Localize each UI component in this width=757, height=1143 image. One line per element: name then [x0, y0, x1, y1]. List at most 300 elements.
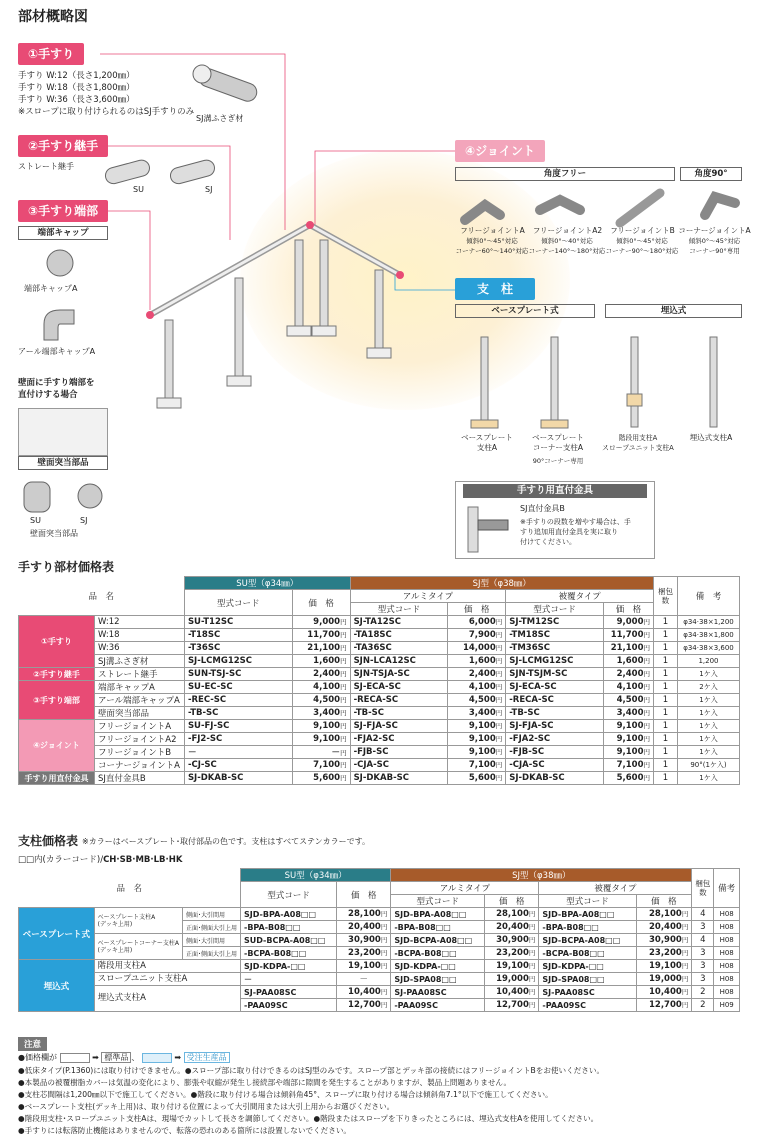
cov-price: [604, 720, 654, 733]
item-name: 埋込式支柱A: [94, 986, 240, 1012]
su-code: -PAA09SC: [241, 999, 337, 1012]
table-row: [19, 934, 740, 947]
alu-price: [448, 681, 506, 694]
su-code: －: [184, 746, 292, 759]
table-row: [19, 908, 740, 921]
alu-price-yen: 円: [495, 670, 503, 678]
pack-count: 3: [692, 947, 714, 960]
th-note: 備 考: [677, 577, 739, 616]
note-1: ●低床タイプ(P.1360)には取り付けできません。●スロープ部に取り付けできるのはSJ型のみです。スロープ部とデッキ部の接続にはフリージョイントBをお使いください。: [18, 1066, 605, 1075]
cov-price: [636, 908, 692, 921]
alu-price-value: 6,000: [468, 617, 496, 627]
legend-line: ●価格欄が ➡ 標準品 、 ➡ 受注生産品: [18, 1052, 230, 1064]
cov-price: [604, 707, 654, 720]
cov-price-value: 12,700: [649, 1000, 682, 1010]
su-price-yen: 円: [340, 644, 347, 652]
alu-price-yen: 円: [495, 657, 503, 665]
note-cell: 1ケ入: [677, 746, 739, 759]
note-cell: 1ケ入: [677, 668, 739, 681]
alu-code: SJ-TA12SC: [350, 616, 448, 629]
cov-price-yen: 円: [643, 644, 650, 652]
table-row: [19, 681, 740, 694]
alu-price-value: 1,600: [468, 656, 496, 666]
note-cell: φ34·38×1,200: [677, 616, 739, 629]
cov-price-value: 9,100: [616, 721, 644, 731]
pack-count: 1: [654, 655, 678, 668]
su-price-value: 28,100: [348, 909, 381, 919]
alu-code: -FJB-SC: [350, 746, 448, 759]
alu-price: [448, 694, 506, 707]
alu-price-yen: 円: [528, 910, 536, 918]
alu-price: [448, 759, 506, 772]
alu-price-yen: 円: [528, 975, 536, 983]
th-pack: 梱包 数: [654, 577, 678, 616]
alu-price-value: 19,100: [496, 961, 529, 971]
cov-price-value: 28,100: [649, 909, 682, 919]
su-price: [337, 960, 391, 973]
su-price: [292, 772, 350, 785]
su-code: SU-T12SC: [184, 616, 292, 629]
su-code: -FJ2-SC: [184, 733, 292, 746]
alu-price: [485, 908, 539, 921]
su-price: [292, 616, 350, 629]
cov-price-value: 3,400: [616, 708, 644, 718]
bracket-name: SJ直付金具B: [520, 504, 565, 513]
cov-price-value: 19,100: [649, 961, 682, 971]
cov-price: [636, 960, 692, 973]
t2-th-su-code: 型式コード: [241, 882, 337, 908]
su-code: SU-EC-SC: [184, 681, 292, 694]
category-cell: 手すり用直付金具: [19, 772, 95, 785]
table-row: [19, 616, 740, 629]
su-price-yen: 円: [340, 774, 347, 782]
alu-price-yen: 円: [528, 936, 536, 944]
th-su: SU型（φ34㎜）: [184, 577, 350, 590]
su-code: -BCPA-B08□□: [241, 947, 337, 960]
note-cell: H08: [714, 973, 740, 986]
pack-count: 3: [692, 973, 714, 986]
category-cell: 埋込式: [19, 960, 95, 1012]
th-cov-code: 型式コード: [506, 603, 604, 616]
alu-code: -FJA2-SC: [350, 733, 448, 746]
note-cell: H08: [714, 934, 740, 947]
alu-code: SJ-PAA08SC: [391, 986, 485, 999]
cov-price-yen: 円: [643, 709, 650, 717]
cov-price: [604, 681, 654, 694]
alu-price: [448, 720, 506, 733]
su-price-value: 11,700: [307, 630, 341, 640]
th-cov: 被覆タイプ: [506, 590, 654, 603]
su-price-yen: 円: [340, 709, 347, 717]
t2-th-alu-price: 価 格: [485, 895, 539, 908]
su-price: [337, 921, 391, 934]
alu-price: [485, 999, 539, 1012]
th-alu-price: 価 格: [448, 603, 506, 616]
alu-price: [448, 616, 506, 629]
su-price: [292, 668, 350, 681]
alu-price: [448, 746, 506, 759]
pack-count: 3: [692, 921, 714, 934]
post-baseplate-a: ベースプレート 支柱A: [461, 433, 513, 452]
th-alu-code: 型式コード: [350, 603, 448, 616]
label-post: 支 柱: [455, 278, 535, 300]
item-name: SJ溝ふさぎ材: [94, 655, 184, 668]
cov-price-value: 9,100: [616, 734, 644, 744]
cov-code: -FJB-SC: [506, 746, 604, 759]
su-price: [337, 908, 391, 921]
cov-code: -PAA09SC: [539, 999, 636, 1012]
t2-th-alu: アルミタイプ: [391, 882, 539, 895]
pack-count: 1: [654, 629, 678, 642]
su-code: SJD-BPA-A08□□: [241, 908, 337, 921]
cov-price-value: 20,400: [649, 922, 682, 932]
alu-price-value: 5,600: [468, 773, 496, 783]
cov-price-value: 5,600: [616, 773, 644, 783]
su-price-value: 10,400: [348, 987, 381, 997]
su-price: [337, 999, 391, 1012]
label-joint-handrail: ②手すり継手: [18, 135, 108, 157]
su-code: -TB-SC: [184, 707, 292, 720]
baseplate-box: ベースプレート式: [455, 304, 595, 318]
bracket-note: ※手すりの段数を増やす場合は、手 すり追加用直付金具を実に取り 付けてください。: [520, 518, 631, 546]
category-cell: ④ジョイント: [19, 720, 95, 772]
cov-price-yen: 円: [643, 722, 650, 730]
cov-price-value: 10,400: [649, 987, 682, 997]
su-price-value: 9,100: [313, 734, 341, 744]
cov-price: [636, 999, 692, 1012]
item-sub: 正面･側面大引上用: [182, 947, 240, 960]
su-price-yen: 円: [340, 683, 347, 691]
color-codes: CH·SB·MB·LB·HK: [103, 855, 183, 865]
su-price-value: 2,400: [313, 669, 341, 679]
legend-std: 標準品: [101, 1052, 131, 1063]
cov-price: [604, 733, 654, 746]
cov-price: [604, 746, 654, 759]
note-cell: H08: [714, 908, 740, 921]
su-price-value: 9,100: [313, 721, 341, 731]
su-code: -BPA-B08□□: [241, 921, 337, 934]
t2-th-su: SU型（φ34㎜）: [241, 869, 391, 882]
su-price: [292, 655, 350, 668]
color-code-line: [18, 853, 182, 865]
alu-price-value: 19,000: [496, 974, 529, 984]
su-price: [292, 642, 350, 655]
su-code: -T36SC: [184, 642, 292, 655]
pack-count: 1: [654, 759, 678, 772]
alu-price-value: 2,400: [468, 669, 496, 679]
cov-code: -CJA-SC: [506, 759, 604, 772]
su-price-value: 9,000: [313, 617, 341, 627]
pack-count: 1: [654, 642, 678, 655]
arc-end-cap-label: アール端部キャップA: [18, 347, 96, 356]
su-price-yen: 円: [340, 618, 347, 626]
note-cell: H08: [714, 960, 740, 973]
pack-count: 1: [654, 707, 678, 720]
table-row: [19, 668, 740, 681]
alu-price-value: 20,400: [496, 922, 529, 932]
table2-title: 支柱価格表: [18, 834, 79, 848]
su-code: SU-FJ-SC: [184, 720, 292, 733]
pack-count: 1: [654, 681, 678, 694]
alu-price-value: 9,100: [468, 734, 496, 744]
cov-code: SJD-SPA08□□: [539, 973, 636, 986]
legend-made: 受注生産品: [184, 1052, 230, 1063]
item-name: W:36: [94, 642, 184, 655]
cov-code: -TB-SC: [506, 707, 604, 720]
category-cell: ベースプレート式: [19, 908, 95, 960]
embed-box: 埋込式: [605, 304, 742, 318]
alu-price-yen: 円: [495, 631, 503, 639]
joint-images: [455, 185, 750, 230]
note-cell: 90°(1ケ入): [677, 759, 739, 772]
note-cell: 1ケ入: [677, 694, 739, 707]
su-price: [292, 707, 350, 720]
note-cell: H08: [714, 986, 740, 999]
note-cell: 1ケ入: [677, 772, 739, 785]
su-price: [337, 986, 391, 999]
table-row: [19, 655, 740, 668]
alu-code: -PAA09SC: [391, 999, 485, 1012]
cov-price: [636, 921, 692, 934]
cov-price-value: 30,900: [649, 935, 682, 945]
note-2: ●本製品の被覆樹脂カバーは気温の変化により、膨張や収縮が発生し接続部や端部に隙間を発生することがありますが、製品上問題ありません。: [18, 1078, 512, 1087]
pack-count: 1: [654, 733, 678, 746]
su-code: SJ-PAA08SC: [241, 986, 337, 999]
su-price-yen: 円: [380, 962, 388, 970]
label-end: ③手すり端部: [18, 200, 108, 222]
end-cap-a-label: 端部キャップA: [24, 284, 78, 293]
su-code: SJ-DKAB-SC: [184, 772, 292, 785]
joint-a2-name: フリージョイントA2: [532, 226, 603, 235]
alu-price-value: 28,100: [496, 909, 529, 919]
railing-illustration: [130, 210, 430, 420]
alu-code: SJ-FJA-SC: [350, 720, 448, 733]
su-price-value: 21,100: [307, 643, 341, 653]
item-name: 壁面突当部品: [94, 707, 184, 720]
cov-code: -TM18SC: [506, 629, 604, 642]
su-price-value: －: [331, 748, 341, 758]
item-name: 端部キャップA: [94, 681, 184, 694]
label-handrail: ①手すり: [18, 43, 84, 65]
angle-90-box: 角度90°: [680, 167, 742, 181]
cov-code: SJ-LCMG12SC: [506, 655, 604, 668]
alu-price: [485, 934, 539, 947]
item-name: W:12: [94, 616, 184, 629]
bracket-image: [460, 502, 515, 554]
note-cell: H08: [714, 921, 740, 934]
su-price: [292, 629, 350, 642]
legend-box-std: [60, 1053, 90, 1063]
t2-th-note: 備考: [714, 869, 740, 908]
note-cell: 2ケ入: [677, 681, 739, 694]
note-3: ●支柱芯間隔は1,200㎜以下で施工してください。●階段に取り付ける場合は傾斜角45°、スロープに取り付ける場合は傾斜角7.1°以下で施工してください。: [18, 1090, 553, 1099]
cov-code: SJD-KDPA-□□: [539, 960, 636, 973]
alu-code: -RECA-SC: [350, 694, 448, 707]
label-joint: ④ジョイント: [455, 140, 545, 162]
su-code: －: [241, 973, 337, 986]
cov-price-yen: 円: [681, 910, 689, 918]
cov-price-yen: 円: [681, 949, 689, 957]
su-price: [292, 681, 350, 694]
alu-price-value: 12,700: [496, 1000, 529, 1010]
table-row: [19, 642, 740, 655]
alu-price-yen: 円: [495, 761, 503, 769]
item-name: W:18: [94, 629, 184, 642]
table-row: [19, 733, 740, 746]
t2-th-name: 品 名: [19, 869, 241, 908]
cov-price-yen: 円: [643, 735, 650, 743]
alu-price-yen: 円: [528, 923, 536, 931]
su-price-yen: 円: [340, 631, 347, 639]
joint-a-name: フリージョイントA: [460, 226, 525, 235]
cov-price-value: 23,200: [649, 948, 682, 958]
pack-count: 4: [692, 908, 714, 921]
alu-code: -TB-SC: [350, 707, 448, 720]
alu-price-value: 14,000: [462, 643, 496, 653]
th-name: 品 名: [19, 577, 185, 616]
note-cell: H08: [714, 947, 740, 960]
table-row: [19, 759, 740, 772]
notes-list: [18, 1065, 743, 1137]
su-price-value: 4,500: [313, 695, 341, 705]
sj-label-1: SJ: [205, 185, 213, 194]
alu-price-yen: 円: [528, 988, 536, 996]
cov-price-yen: 円: [681, 975, 689, 983]
cov-price-yen: 円: [681, 936, 689, 944]
cov-code: SJD-BPA-A08□□: [539, 908, 636, 921]
cov-code: -TM36SC: [506, 642, 604, 655]
su-price-yen: 円: [340, 657, 347, 665]
su-price-yen: 円: [380, 988, 388, 996]
alu-price: [448, 629, 506, 642]
t2-th-cov-price: 価 格: [636, 895, 692, 908]
su-price-value: 1,600: [313, 656, 341, 666]
table-row: [19, 707, 740, 720]
su-price-value: 7,100: [313, 760, 341, 770]
cov-price: [604, 655, 654, 668]
joint-b-desc: 傾斜0°～45°対応 コーナー90°～180°対応: [605, 237, 679, 255]
su-price-yen: 円: [380, 923, 388, 931]
alu-code: SJN-TSJA-SC: [350, 668, 448, 681]
joint-corner-desc: 傾斜0°～45°対応 コーナー90°専用: [688, 237, 741, 255]
note-cell: 1ケ入: [677, 720, 739, 733]
alu-price-yen: 円: [528, 1001, 536, 1009]
table-row: [19, 960, 740, 973]
su-code: -T18SC: [184, 629, 292, 642]
alu-price-value: 30,900: [496, 935, 529, 945]
color-code-prefix: □□内(カラーコード)/: [18, 855, 104, 865]
sj-label-2: SJ: [80, 516, 88, 525]
su-price-yen: 円: [380, 949, 388, 957]
category-cell: ③手すり端部: [19, 681, 95, 720]
note-cell: 1ケ入: [677, 707, 739, 720]
item-sub: 正面･側面大引上用: [182, 921, 240, 934]
su-price: [337, 947, 391, 960]
cov-code: SJ-FJA-SC: [506, 720, 604, 733]
note-6: ●手すりには転落防止機能はありませんので、転落の恐れのある箇所には設置しないでください。: [18, 1126, 351, 1135]
alu-code: SJ-ECA-SC: [350, 681, 448, 694]
su-price-value: 23,200: [348, 948, 381, 958]
post-baseplate-corner: ベースプレート コーナー支柱A: [532, 433, 584, 452]
alu-price: [448, 772, 506, 785]
cov-code: SJD-BCPA-A08□□: [539, 934, 636, 947]
th-su-code: 型式コード: [184, 590, 292, 616]
handrail-notes: 手すり W:12（長さ1,200㎜） 手すり W:18（長さ1,800㎜） 手すり W:36（長さ3,600㎜） ※スロープに取り付けられるのはSJ手すりのみ: [18, 71, 195, 117]
cov-price-value: 21,100: [610, 643, 644, 653]
page-title: 部材概略図: [18, 9, 88, 25]
alu-code: SJD-BPA-A08□□: [391, 908, 485, 921]
alu-price-yen: 円: [495, 709, 503, 717]
su-price-value: 5,600: [313, 773, 341, 783]
su-price-yen: 円: [340, 735, 347, 743]
su-price-value: 12,700: [348, 1000, 381, 1010]
su-price-value: 3,400: [313, 708, 341, 718]
note-cell: 1ケ入: [677, 733, 739, 746]
item-name: フリージョイントA: [94, 720, 184, 733]
post-stair: 階段用支柱A スロープユニット支柱A: [602, 434, 674, 452]
cov-price-yen: 円: [681, 1001, 689, 1009]
cov-price-yen: 円: [643, 618, 650, 626]
t2-th-cov-code: 型式コード: [539, 895, 636, 908]
th-alu: アルミタイプ: [350, 590, 506, 603]
su-price-yen: 円: [340, 761, 347, 769]
cov-price: [604, 694, 654, 707]
table-row: [19, 720, 740, 733]
wall-part-label: 壁面突当部品: [30, 529, 78, 538]
su-code: SJ-LCMG12SC: [184, 655, 292, 668]
category-cell: ②手すり継手: [19, 668, 95, 681]
alu-price-yen: 円: [495, 696, 503, 704]
pack-count: 3: [692, 960, 714, 973]
joint-b-name: フリージョイントB: [610, 226, 675, 235]
note-4: ●ベースプレート支柱(デッキ上用)は、取り付ける位置によって大引間用または大引上用からお選びください。: [18, 1102, 395, 1111]
item-name: アール端部キャップA: [94, 694, 184, 707]
pack-count: 4: [692, 934, 714, 947]
table-row: [19, 629, 740, 642]
sj-groove-label: SJ溝ふさぎ材: [196, 114, 244, 123]
cov-price: [636, 986, 692, 999]
alu-price: [485, 973, 539, 986]
alu-price-yen: 円: [495, 683, 503, 691]
su-price-value: 4,100: [313, 682, 341, 692]
cov-price-value: 9,100: [616, 747, 644, 757]
cov-price-value: 1,600: [616, 656, 644, 666]
su-price-yen: 円: [380, 936, 388, 944]
su-price-value: 20,400: [348, 922, 381, 932]
su-code: SUN-TSJ-SC: [184, 668, 292, 681]
straight-joint-label: ストレート継手: [18, 162, 74, 171]
cov-code: -BPA-B08□□: [539, 921, 636, 934]
handrail-price-table: [18, 576, 740, 785]
cov-code: SJN-TSJM-SC: [506, 668, 604, 681]
note-cell: 1,200: [677, 655, 739, 668]
cov-price-value: 9,000: [616, 617, 644, 627]
cov-price-yen: 円: [643, 670, 650, 678]
cov-price-yen: 円: [643, 657, 650, 665]
alu-price-yen: 円: [528, 962, 536, 970]
item-name: SJ直付金具B: [94, 772, 184, 785]
pack-count: 2: [692, 999, 714, 1012]
cov-price-yen: 円: [643, 683, 650, 691]
alu-price-yen: 円: [495, 774, 503, 782]
t2-th-su-price: 価 格: [337, 882, 391, 908]
alu-price-value: 7,100: [468, 760, 496, 770]
su-price: [292, 759, 350, 772]
cov-price-value: 11,700: [610, 630, 644, 640]
cov-price-yen: 円: [681, 988, 689, 996]
alu-price-value: 7,900: [468, 630, 496, 640]
item-name: ベースプレートコーナー支柱A (デッキ上用): [94, 934, 182, 960]
